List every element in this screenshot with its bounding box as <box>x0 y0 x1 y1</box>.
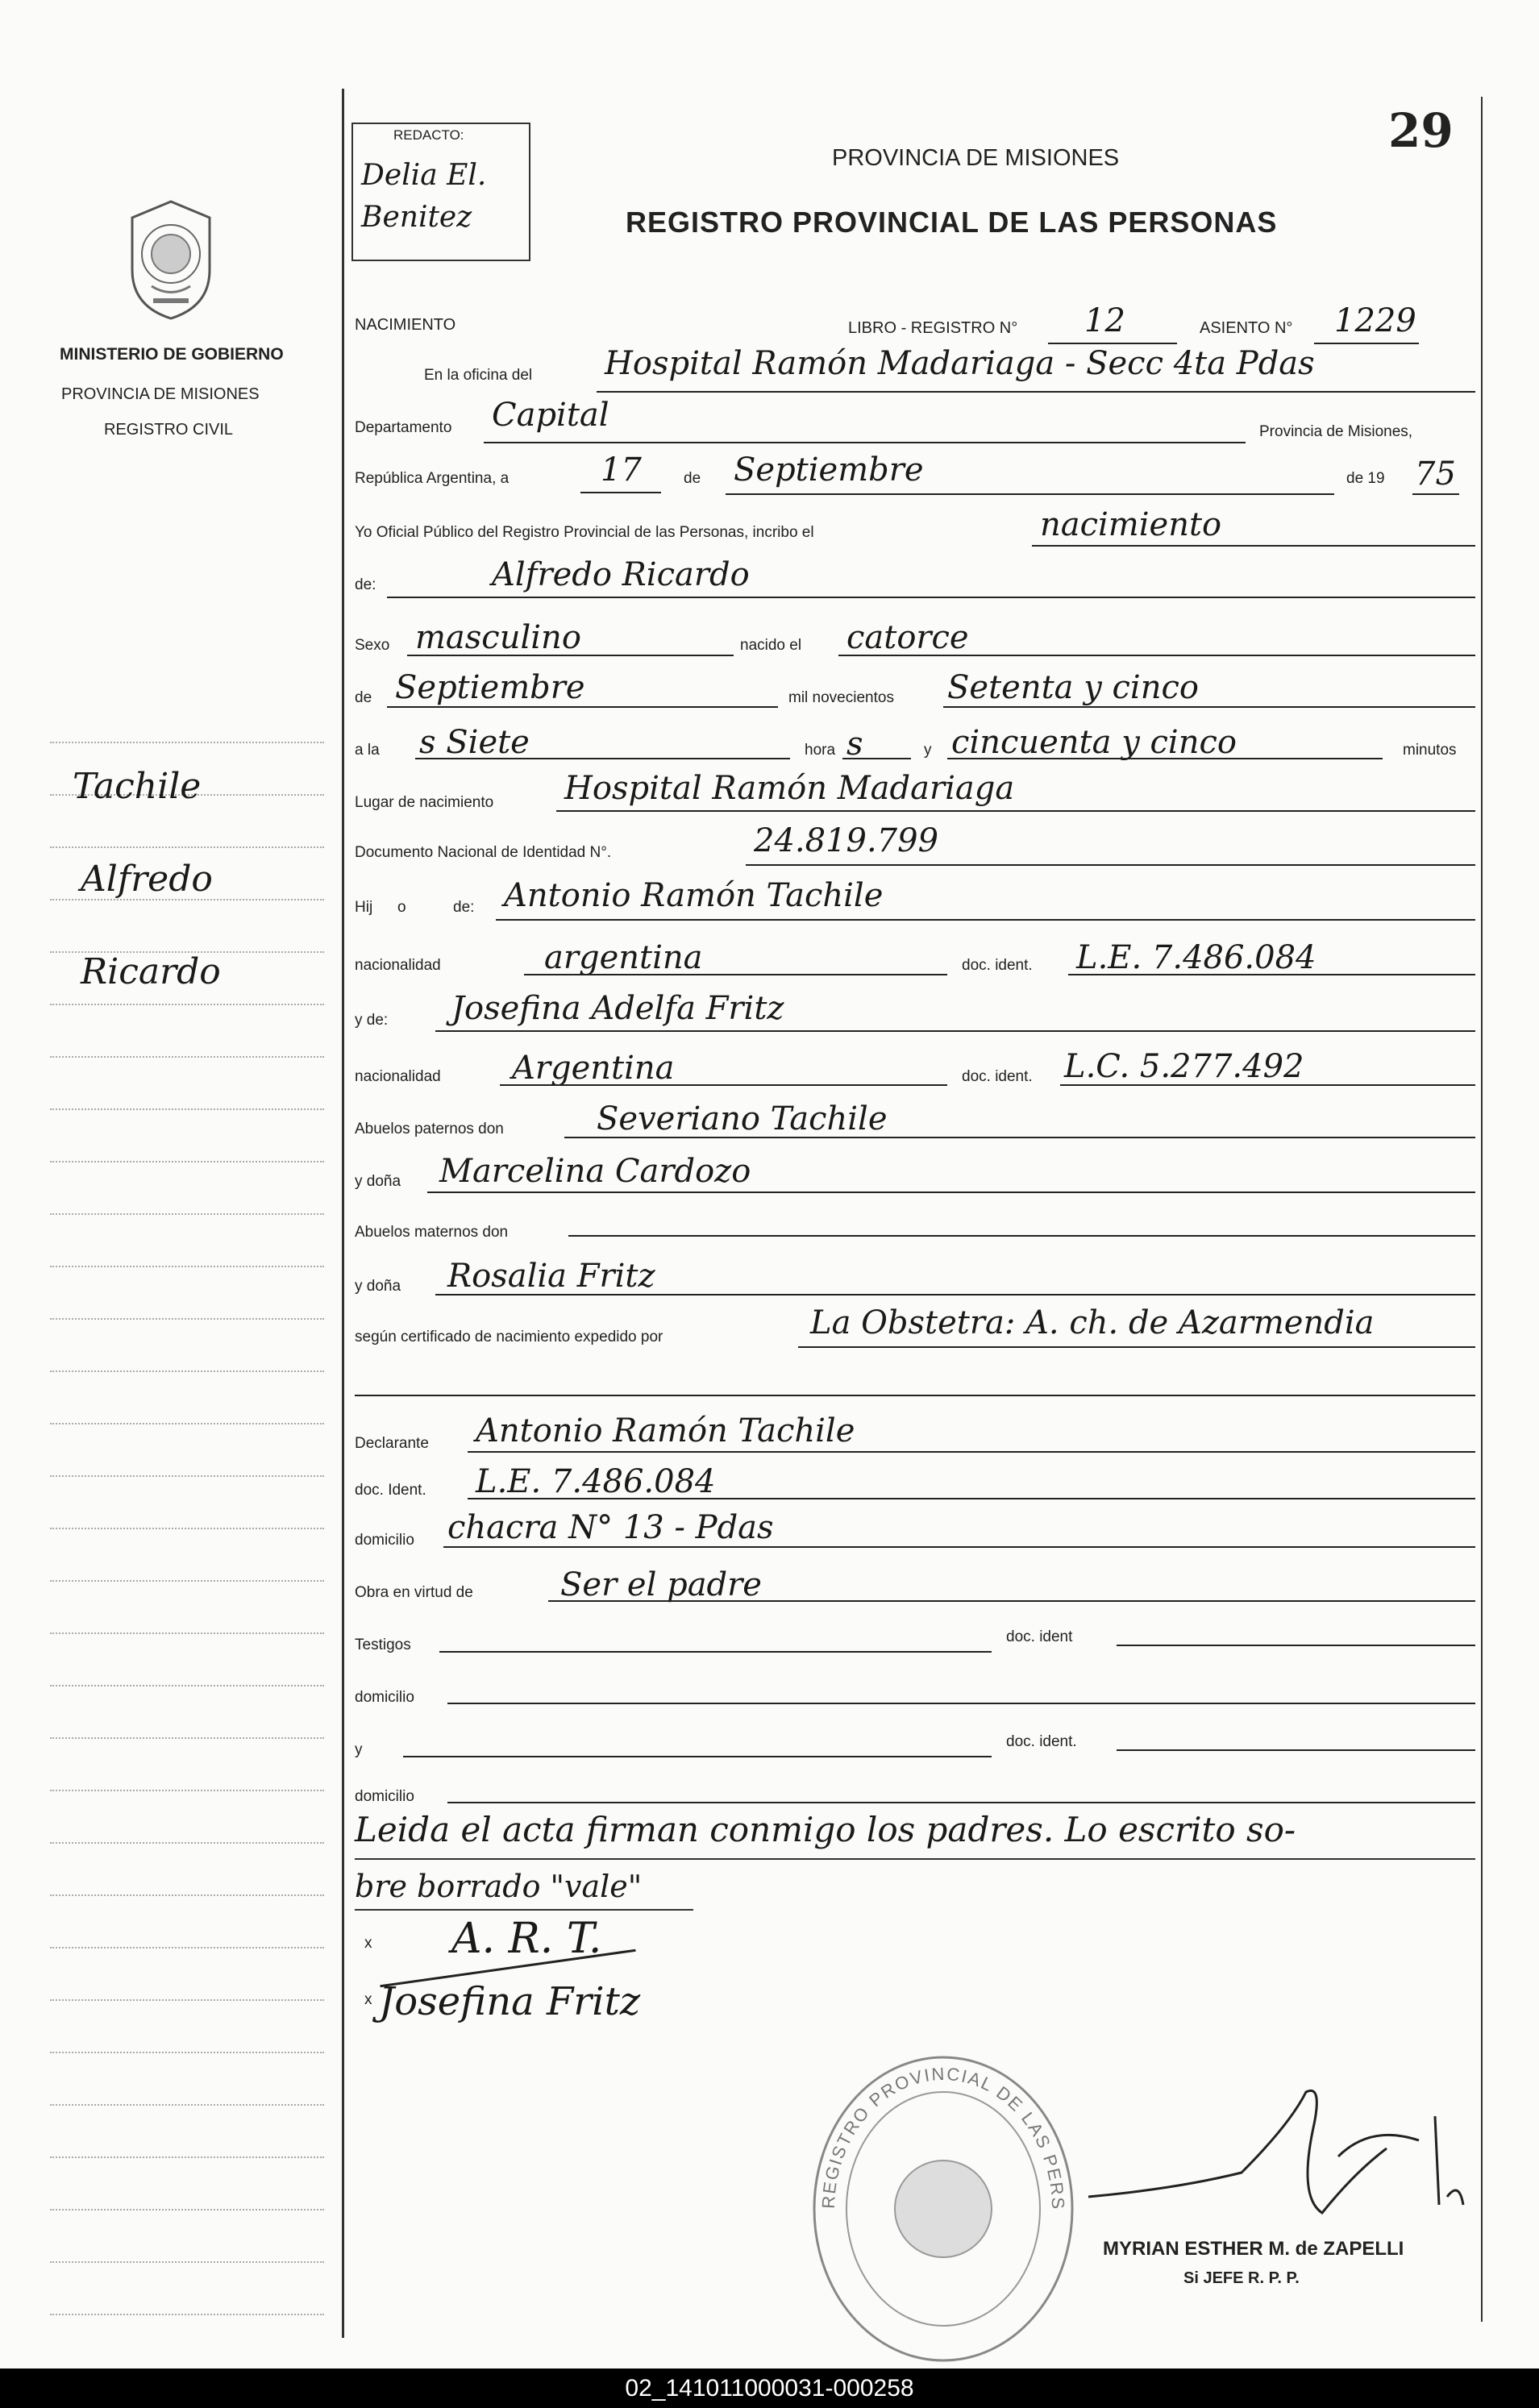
field-value-year-value: 75 <box>1415 455 1456 493</box>
field-underline <box>500 1084 947 1086</box>
field-value-mother-value: Josefina Adelfa Fritz <box>451 990 784 1027</box>
field-value-nac1-value: argentina <box>544 939 703 976</box>
margin-line <box>50 1999 324 2001</box>
field-label-oficina-label: En la oficina del <box>424 367 533 384</box>
field-value-nac2-value: Argentina <box>512 1050 675 1087</box>
field-underline <box>447 1703 1475 1704</box>
closing-line1-underline <box>355 1858 1475 1860</box>
margin-line <box>50 1842 324 1844</box>
field-label-nacido-label: nacido el <box>740 637 802 654</box>
field-label-ab-pat-label: Abuelos paternos don <box>355 1121 504 1137</box>
header-title: REGISTRO PROVINCIAL DE LAS PERSONAS <box>626 206 1278 239</box>
closing-line2-underline <box>355 1909 693 1911</box>
field-value-inscribo-value: nacimiento <box>1040 506 1222 543</box>
field-underline <box>427 1192 1475 1193</box>
margin-line <box>50 2156 324 2158</box>
right-margin-rule <box>1481 97 1483 2322</box>
field-label-nac1-label: nacionalidad <box>355 957 441 974</box>
field-label-de3-label: de <box>355 689 372 706</box>
margin-line <box>50 2209 324 2210</box>
field-underline <box>597 391 1475 393</box>
field-value-decl-doc-value: L.E. 7.486.084 <box>476 1463 716 1500</box>
margin-line <box>50 1580 324 1582</box>
margin-line <box>50 2314 324 2315</box>
closing-line2: bre borrado "vale" <box>355 1869 643 1904</box>
field-underline <box>496 919 1475 921</box>
field-underline <box>355 1395 1475 1396</box>
field-value-mil-value: Setenta y cinco <box>947 669 1199 706</box>
redacto-signature: Delia El. Benitez <box>361 159 487 234</box>
redacto-label: REDACTO: <box>393 127 464 143</box>
field-label-dni-label: Documento Nacional de Identidad N°. <box>355 844 612 861</box>
field-value-ab-mat-dona-value: Rosalia Fritz <box>447 1258 655 1295</box>
field-value-oficina-value: Hospital Ramón Madariaga - Secc 4ta Pdas <box>605 345 1315 382</box>
field-underline <box>1048 343 1177 344</box>
field-label-de-label: de <box>684 470 701 487</box>
field-label-provincia-suffix: Provincia de Misiones, <box>1259 423 1413 440</box>
field-underline <box>548 1600 1475 1602</box>
field-underline <box>838 655 1475 656</box>
field-value-horas-value: s <box>846 726 863 763</box>
field-label-obra-label: Obra en virtud de <box>355 1584 473 1601</box>
field-label-inscribo-label: Yo Oficial Público del Registro Provincial de las Personas, incribo el <box>355 524 814 541</box>
margin-line <box>50 1947 324 1948</box>
field-underline <box>435 1294 1475 1295</box>
margin-note-firstname: Alfredo <box>81 859 213 900</box>
field-label-domicilio2-label: domicilio <box>355 1689 414 1706</box>
field-underline <box>580 492 661 493</box>
field-label-horas-label: hora <box>805 742 836 759</box>
field-label-testigos-label: Testigos <box>355 1637 411 1653</box>
page-number: 29 <box>1388 103 1454 158</box>
field-underline <box>1314 343 1419 344</box>
field-underline <box>387 597 1475 598</box>
field-underline <box>746 864 1475 866</box>
field-label-doc1-label: doc. ident. <box>962 957 1033 974</box>
header-province: PROVINCIA DE MISIONES <box>832 145 1120 171</box>
field-label-alas-label: a la <box>355 742 380 759</box>
field-underline <box>842 758 911 759</box>
field-label-type-label: NACIMIENTO <box>355 316 456 334</box>
official-signature <box>1080 2076 1467 2229</box>
margin-line <box>50 846 324 848</box>
field-value-father-value: Antonio Ramón Tachile <box>504 877 884 914</box>
field-label-yde-label: y de: <box>355 1012 389 1029</box>
margin-line <box>50 2104 324 2106</box>
field-underline <box>468 1451 1475 1453</box>
field-underline <box>415 758 790 759</box>
margin-line <box>50 1790 324 1791</box>
margin-line <box>50 1161 324 1162</box>
field-label-doc2-label: doc. ident. <box>962 1068 1033 1085</box>
closing-line1: Leida el acta firman conmigo los padres. Lo escrito so- <box>355 1810 1296 1849</box>
left-margin-rule <box>342 89 344 2338</box>
field-underline <box>435 1030 1475 1032</box>
ministry-name: MINISTERIO DE GOBIERNO <box>60 345 284 364</box>
field-value-domicilio-value: chacra N° 13 - Pdas <box>447 1509 774 1546</box>
field-label-lugar-label: Lugar de nacimiento <box>355 794 494 811</box>
field-label-decl-doc-label: doc. Ident. <box>355 1482 426 1499</box>
margin-line <box>50 1318 324 1320</box>
margin-line <box>50 1528 324 1529</box>
field-label-republica-label: República Argentina, a <box>355 470 510 487</box>
field-label-nac2-label: nacionalidad <box>355 1068 441 1085</box>
margin-line <box>50 1423 324 1424</box>
margin-note-middlename: Ricardo <box>81 951 221 992</box>
field-label-ab-mat-label: Abuelos maternos don <box>355 1224 509 1241</box>
field-underline <box>943 706 1475 708</box>
field-value-minutos-value: cincuenta y cinco <box>951 724 1237 761</box>
field-value-doc1-value: L.E. 7.486.084 <box>1076 939 1316 976</box>
field-underline <box>947 758 1383 759</box>
field-underline <box>1068 974 1475 975</box>
field-value-name-value: Alfredo Ricardo <box>492 556 750 593</box>
margin-line <box>50 1056 324 1058</box>
margin-note-surname: Tachile <box>73 766 202 807</box>
margin-line <box>50 1894 324 1896</box>
field-label-mil-label: mil novecientos <box>788 689 894 706</box>
field-underline <box>484 442 1246 443</box>
margin-line <box>50 1737 324 1739</box>
ministry-crest-icon <box>121 198 222 322</box>
margin-line <box>50 1370 324 1372</box>
field-value-obra-value: Ser el padre <box>560 1566 762 1603</box>
signature-mark-2: x <box>364 1991 372 2008</box>
margin-line <box>50 1213 324 1215</box>
field-underline <box>1412 493 1459 495</box>
official-title: Si JEFE R. P. P. <box>1183 2269 1300 2287</box>
field-label-hijo-suffix: o <box>397 899 406 916</box>
field-underline <box>447 1802 1475 1803</box>
field-label-minutos-label: minutos <box>1403 742 1457 759</box>
field-underline <box>439 1651 992 1653</box>
field-label-year-label: de 19 <box>1346 470 1385 487</box>
field-value-birth-month-value: Septiembre <box>395 669 585 706</box>
margin-line <box>50 1266 324 1267</box>
field-label-libro-label: LIBRO - REGISTRO N° <box>848 319 1018 337</box>
field-underline <box>568 1235 1475 1237</box>
margin-line <box>50 1632 324 1634</box>
field-label-y-label: y <box>924 742 932 759</box>
ministry-registry: REGISTRO CIVIL <box>104 421 234 439</box>
margin-line <box>50 2261 324 2263</box>
field-value-dni-value: 24.819.799 <box>754 822 939 859</box>
field-value-day-value: 17 <box>601 451 642 489</box>
margin-line <box>50 1108 324 1110</box>
field-value-nacido-value: catorce <box>846 619 969 656</box>
field-label-cert-label: según certificado de nacimiento expedido por <box>355 1329 663 1345</box>
field-underline <box>556 810 1475 812</box>
field-underline <box>443 1546 1475 1548</box>
field-value-alas-value: s Siete <box>419 724 530 761</box>
official-name: MYRIAN ESTHER M. de ZAPELLI <box>1103 2238 1404 2260</box>
field-underline <box>1060 1084 1475 1086</box>
field-value-doc2-value: L.C. 5.277.492 <box>1064 1048 1304 1085</box>
field-label-ydona2-label: y doña <box>355 1278 401 1295</box>
field-label-test-doc-label: doc. ident <box>1006 1628 1073 1645</box>
field-label-declarante-label: Declarante <box>355 1435 429 1452</box>
stamp-text: REGISTRO PROVINCIAL DE LAS PERS <box>817 2063 1069 2211</box>
field-underline <box>403 1756 992 1757</box>
field-value-asiento-value: 1229 <box>1334 302 1416 339</box>
field-underline <box>387 706 778 708</box>
field-label-departamento-label: Departamento <box>355 419 452 436</box>
field-label-ydona1-label: y doña <box>355 1173 401 1190</box>
field-label-hijo-de-label: de: <box>453 899 475 916</box>
field-underline <box>1117 1749 1475 1751</box>
field-value-ab-pat-dona-value: Marcelina Cardozo <box>439 1153 751 1190</box>
field-value-cert-value: La Obstetra: A. ch. de Azarmendia <box>810 1304 1375 1341</box>
margin-line <box>50 1685 324 1686</box>
field-underline <box>524 974 947 975</box>
field-label-domicilio3-label: domicilio <box>355 1788 414 1805</box>
mother-signature: Josefina Fritz <box>379 1979 641 2024</box>
field-underline <box>1032 545 1475 547</box>
field-underline <box>726 493 1334 495</box>
field-label-domicilio-label: domicilio <box>355 1532 414 1549</box>
field-label-test-doc2-label: doc. ident. <box>1006 1733 1077 1750</box>
margin-line <box>50 742 324 743</box>
field-value-departamento-value: Capital <box>492 397 609 434</box>
field-label-y2-label: y <box>355 1741 363 1758</box>
father-signature: A. R. T. <box>451 1915 602 1963</box>
official-seal-stamp <box>810 2052 1076 2366</box>
ministry-province: PROVINCIA DE MISIONES <box>61 385 260 403</box>
document-code-bar: 02_141011000031-000258 <box>0 2368 1539 2408</box>
field-underline <box>1117 1645 1475 1646</box>
field-underline <box>798 1346 1475 1348</box>
field-value-sexo-value: masculino <box>415 619 581 656</box>
redacto-box <box>351 123 530 261</box>
field-underline <box>468 1498 1475 1499</box>
signature-mark-1: x <box>364 1935 372 1952</box>
field-value-month-value: Septiembre <box>734 451 924 489</box>
field-value-libro-value: 12 <box>1084 302 1125 339</box>
field-underline <box>564 1137 1475 1138</box>
field-label-sexo-label: Sexo <box>355 637 390 654</box>
margin-line <box>50 1004 324 1005</box>
field-value-declarante-value: Antonio Ramón Tachile <box>476 1412 855 1449</box>
field-label-asiento-label: ASIENTO N° <box>1200 319 1293 337</box>
field-value-ab-pat-value: Severiano Tachile <box>597 1100 888 1137</box>
field-value-lugar-value: Hospital Ramón Madariaga <box>564 770 1015 807</box>
field-label-de2-label: de: <box>355 576 376 593</box>
field-underline <box>407 655 734 656</box>
margin-line <box>50 2052 324 2053</box>
margin-line <box>50 1475 324 1477</box>
field-label-hijo-label: Hij <box>355 899 373 916</box>
